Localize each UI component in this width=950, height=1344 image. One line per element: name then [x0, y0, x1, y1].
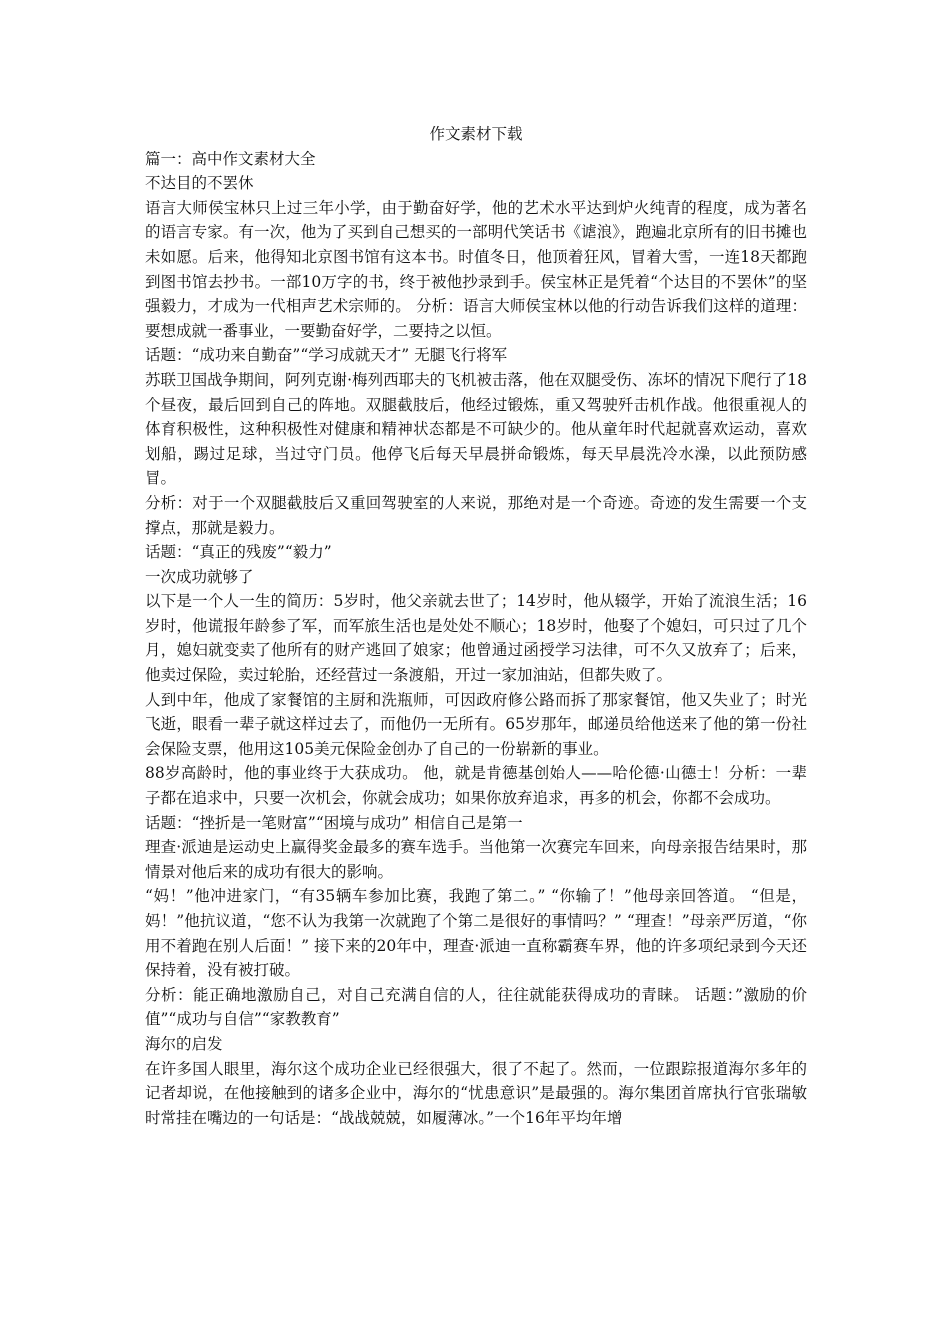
- paragraph: “妈！”他冲进家门，“有35辆车参加比赛，我跑了第二。” “你输了！”他母亲回答道。 “但是，妈！”他抗议道，“您不认为我第一次就跑了个第二是很好的事情吗？” “理查！”母亲严厉道，“你用不着跑在别人后面！” 接下来的20年中，理查·派迪一直称霸赛车界，他的许多项纪录到今天还保持着，没有被打破。: [145, 887, 807, 980]
- topic-line: 话题：“成功来自勤奋”“学习成就天才” 无腿飞行将军: [145, 346, 508, 365]
- topic-line: 话题：“真正的残废”“毅力”: [145, 543, 332, 562]
- analysis-paragraph: 分析：能正确地激励自己，对自己充满自信的人，往往就能获得成功的青睐。 话题：”激励的价值”“成功与自信”“家教教育”: [145, 985, 807, 1029]
- paragraph: 苏联卫国战争期间，阿列克谢·梅列西耶夫的飞机被击落，他在双腿受伤、冻坏的情况下爬行了18个昼夜，最后回到自己的阵地。双腿截肢后，他经过锻炼，重又驾驶歼击机作战。他很重视人的体育积极性，这种积极性对健康和精神状态都是不可缺少的。他从童年时代起就喜欢运动，喜欢划船，踢过足球，当过守门员。他停飞后每天早晨拼命锻炼，每天早晨洗冷水澡，以此预防感冒。: [145, 370, 807, 488]
- paragraph: 以下是一个人一生的简历：5岁时，他父亲就去世了；14岁时，他从辍学，开始了流浪生活；16岁时，他谎报年龄参了军，而军旅生活也是处处不顺心；18岁时，他娶了个媳妇，可只过了几个月，媳妇就变卖了他所有的财产逃回了娘家；他曾通过函授学习法律，可不久又放弃了；后来，他卖过保险，卖过轮胎，还经营过一条渡船，开过一家加油站，但都失败了。: [145, 592, 807, 685]
- paragraph: 在许多国人眼里，海尔这个成功企业已经很强大，很了不起了。然而，一位跟踪报道海尔多年的记者却说，在他接触到的诸多企业中，海尔的“忧患意识”是最强的。海尔集团首席执行官张瑞敏时常挂在嘴边的一句话是：“战战兢兢，如履薄冰。”一个16年平均年增: [145, 1059, 807, 1127]
- paragraph: 理查·派迪是运动史上赢得奖金最多的赛车选手。当他第一次赛完车回来，向母亲报告结果时，那情景对他后来的成功有很大的影响。: [145, 838, 807, 881]
- document-title: 作文素材下载: [429, 125, 523, 143]
- analysis-paragraph: 分析：对于一个双腿截肢后又重回驾驶室的人来说，那绝对是一个奇迹。奇迹的发生需要一个支撑点，那就是毅力。: [145, 493, 807, 537]
- paragraph: 88岁高龄时，他的事业终于大获成功。 他，就是肯德基创始人——哈伦德·山德士！分析：一辈子都在追求中，只要一次机会，你就会成功；如果你放弃追求，再多的机会，你都不会成功。: [145, 764, 807, 808]
- topic-line: 话题：“挫折是一笔财富”“困境与成功” 相信自己是第一: [145, 813, 523, 832]
- document-body: [145, 122, 807, 1130]
- section-heading: 篇一：高中作文素材大全: [145, 149, 316, 168]
- story-heading: 不达目的不罢休: [145, 174, 254, 193]
- story-heading: 海尔的启发: [145, 1034, 223, 1053]
- paragraph: 人到中年，他成了家餐馆的主厨和洗瓶师，可因政府修公路而拆了那家餐馆，他又失业了；时光飞逝，眼看一辈子就这样过去了，而他仍一无所有。65岁那年，邮递员给他送来了他的第一份社会保险支票，他用这105美元保险金创办了自己的一份崭新的事业。: [145, 690, 807, 758]
- paragraph: 语言大师侯宝林只上过三年小学，由于勤奋好学，他的艺术水平达到炉火纯青的程度，成为著名的语言专家。有一次，他为了买到自己想买的一部明代笑话书《谑浪》，跑遍北京所有的旧书摊也未如愿。后来，他得知北京图书馆有这本书。时值冬日，他顶着狂风，冒着大雪，一连18天都跑到图书馆去抄书。一部10万字的书，终于被他抄录到手。侯宝林正是凭着“个达目的不罢休”的坚强毅力，才成为一代相声艺术宗师的。 分析：语言大师侯宝林以他的行动告诉我们这样的道理：要想成就一番事业，一要勤奋好学，二要持之以恒。: [145, 198, 807, 340]
- story-heading: 一次成功就够了: [145, 567, 254, 586]
